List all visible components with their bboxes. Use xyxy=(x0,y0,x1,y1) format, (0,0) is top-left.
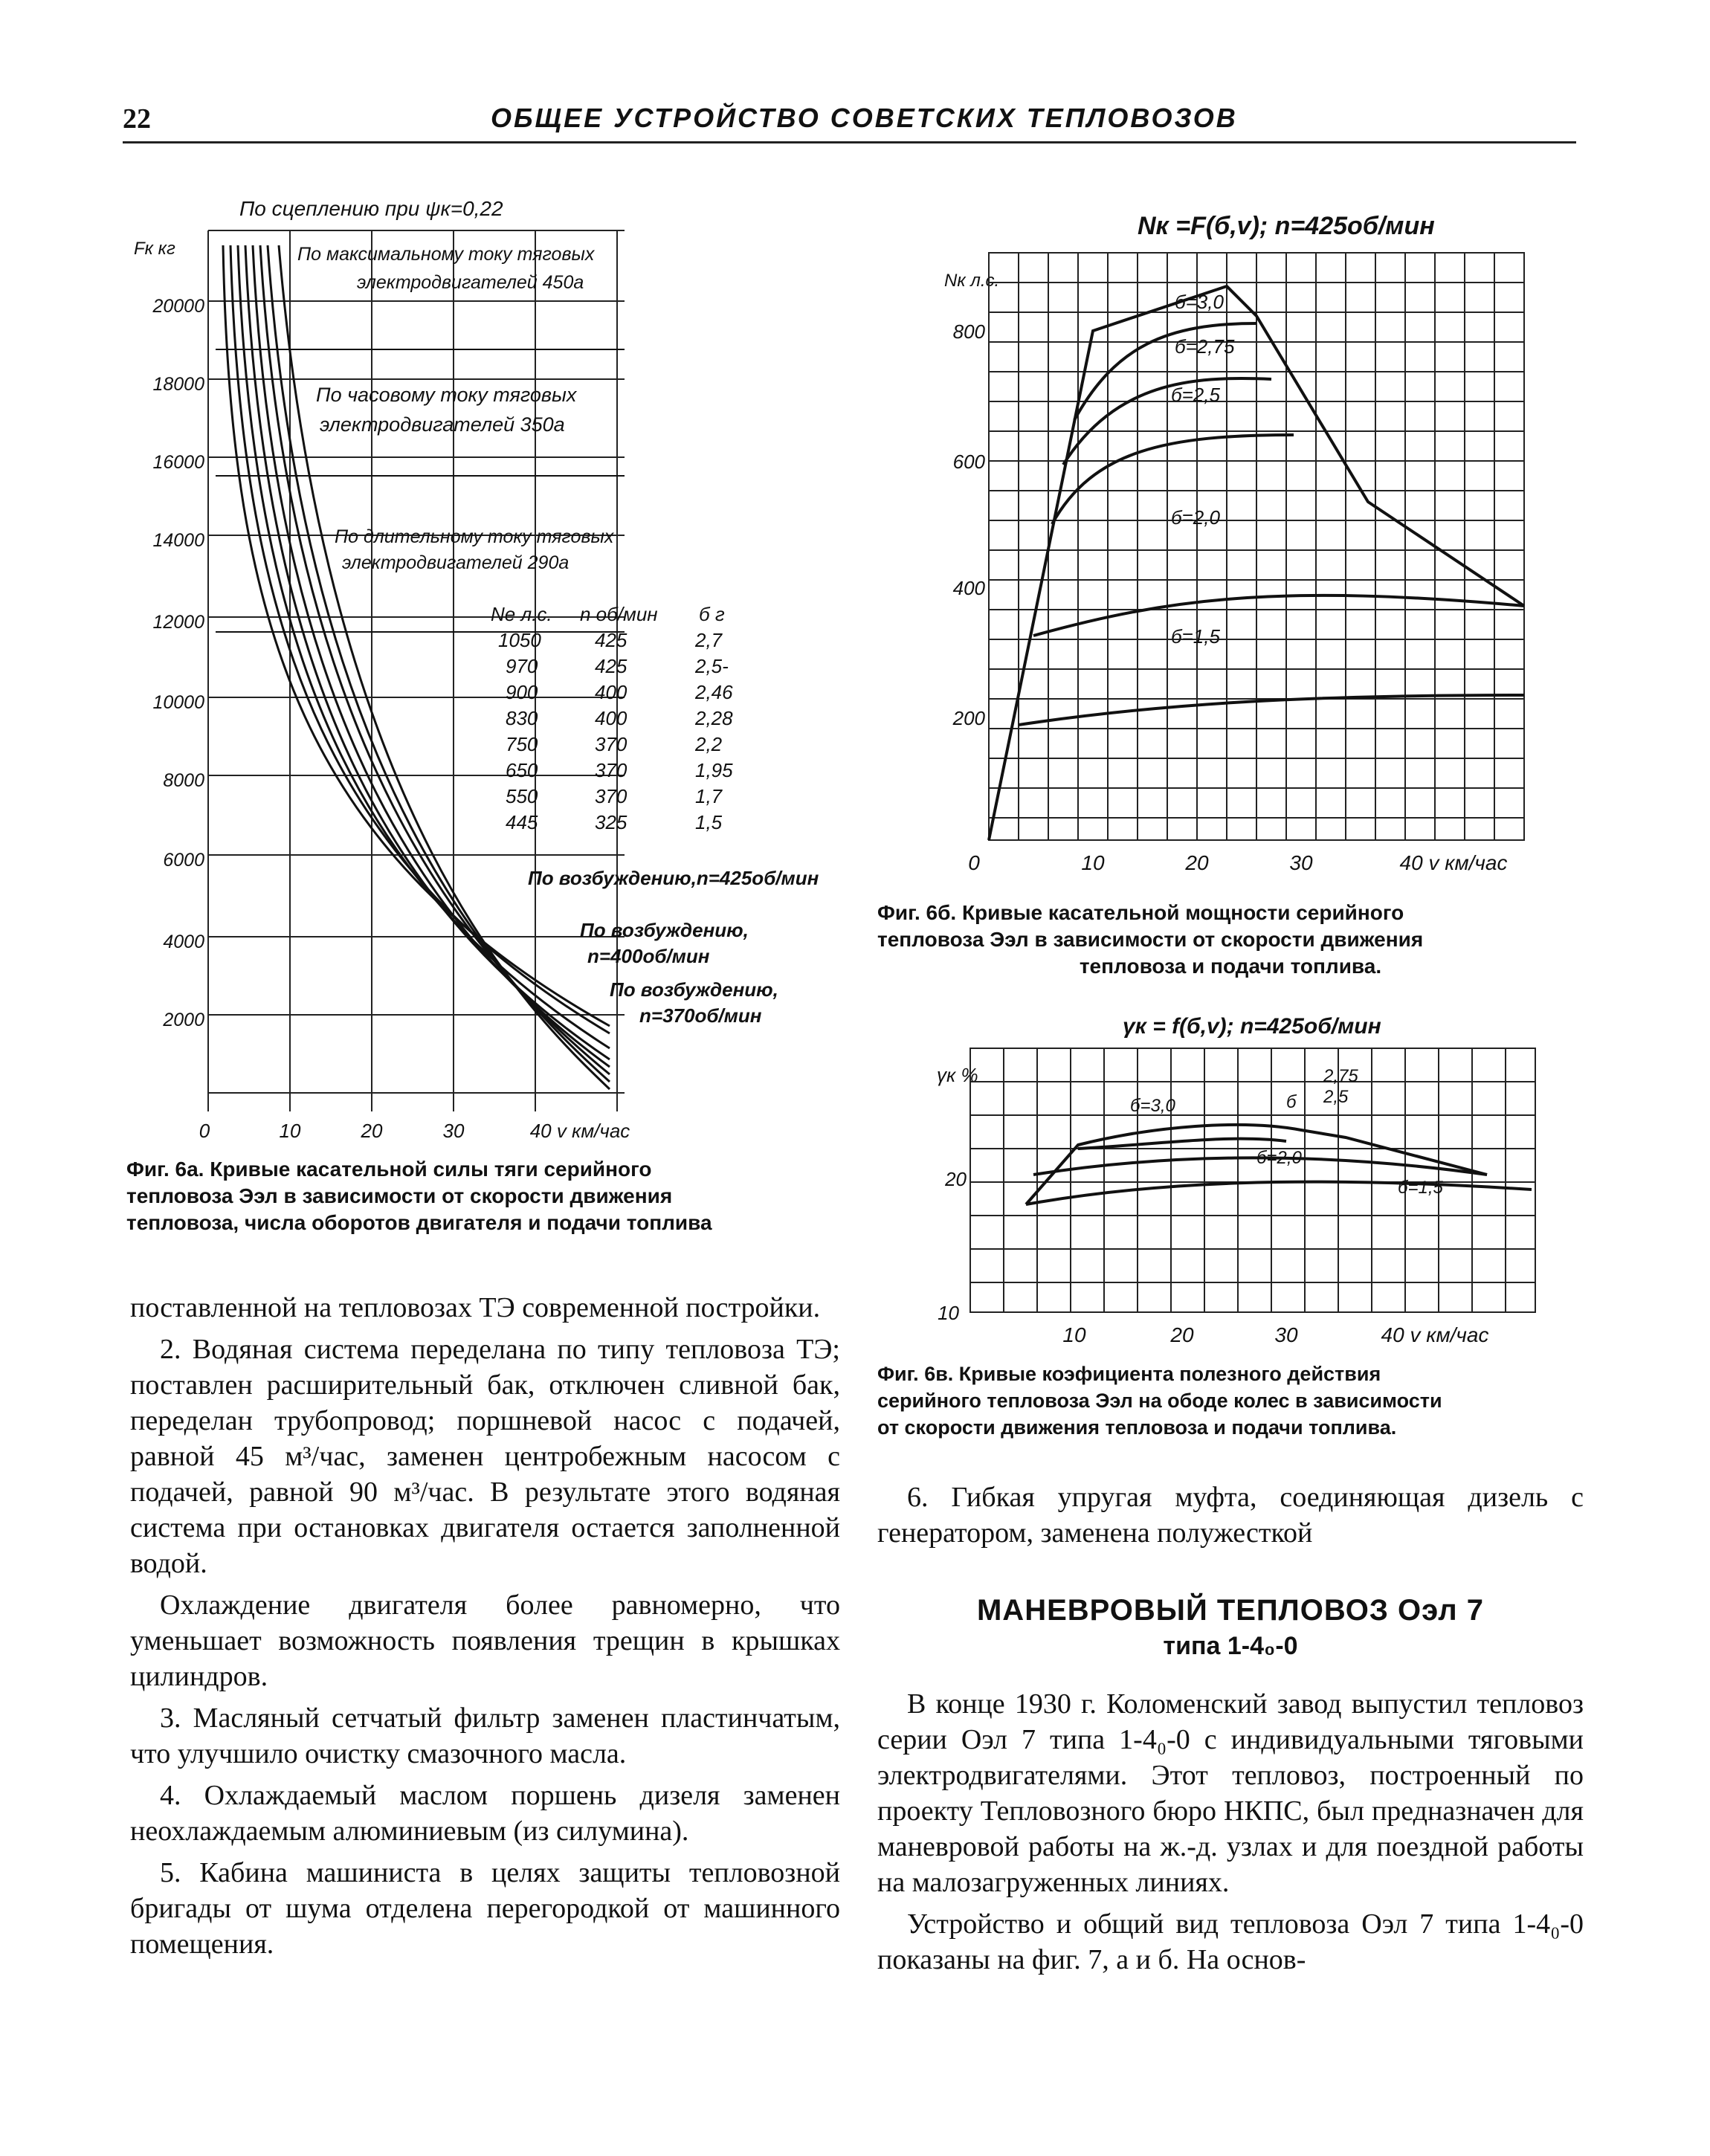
fig6a-table-cell: 425 xyxy=(595,629,627,651)
fig6a-table-cell: 650 xyxy=(506,759,538,781)
fig6a-table-cell: 2,28 xyxy=(695,707,733,729)
fig6a-table-cell: 445 xyxy=(506,811,538,833)
fig6a-y-tick: 20000 xyxy=(152,296,204,317)
figure-6a-caption xyxy=(126,1156,836,1236)
paragraph: Охлаждение двигателя более равномерно, что уменьшает возможность появления трещин в крышках цилиндров. xyxy=(130,1589,840,1692)
fig6a-ann-exc-370-1: По возбуждению, xyxy=(610,978,778,1001)
fig6c-x-tick: 20 xyxy=(1170,1323,1194,1346)
fig6b-y-tick: 400 xyxy=(952,577,985,599)
running-header-title: ОБЩЕЕ УСТРОЙСТВО СОВЕТСКИХ ТЕПЛОВОЗОВ xyxy=(491,103,1238,133)
left-column-text xyxy=(130,1290,840,1968)
fig6a-ann-hour-current-2: электродвигателей 350а xyxy=(320,413,565,436)
fig6a-table-cell: 370 xyxy=(595,733,627,755)
fig6c-curve-label: б=1,5 xyxy=(1398,1178,1443,1198)
figure-6b-caption xyxy=(877,900,1584,980)
paragraph: 4. Охлаждаемый маслом поршень дизеля заменен неохлаждаемым алюминиевым (из силумина). xyxy=(130,1780,840,1847)
fig6a-table-cell: 550 xyxy=(506,785,538,807)
fig6a-y-tick: 12000 xyxy=(152,612,204,633)
fig6a-curves xyxy=(216,245,625,1089)
caption-line: тепловоза Ээл в зависимости от скорости движения xyxy=(877,928,1424,951)
caption-line: от скорости движения тепловоза и подачи топлива. xyxy=(877,1416,1397,1439)
fig6b-y-tick: 800 xyxy=(952,320,985,343)
fig6a-y-tick: 6000 xyxy=(163,850,204,871)
fig6b-grid xyxy=(989,253,1524,840)
fig6a-x-tick: 30 xyxy=(442,1120,465,1142)
fig6a-y-tick: 14000 xyxy=(152,530,204,551)
fig6a-x-tick: 20 xyxy=(361,1120,383,1142)
caption-line: Фиг. 6б. Кривые касательной мощности серийного xyxy=(877,901,1404,924)
fig6b-y-tick: 600 xyxy=(952,451,985,473)
fig6a-table-cell: 1,95 xyxy=(695,759,733,781)
fig6a-table-cell: 2,2 xyxy=(695,733,723,755)
fig6a-table-cell: 325 xyxy=(595,811,627,833)
fig6a-ann-long-current-2: электродвигателей 290а xyxy=(342,552,570,573)
fig6a-y-label: Fк кг xyxy=(134,239,175,259)
page-number: 22 xyxy=(123,103,151,135)
fig6a-table-cell: 1,7 xyxy=(695,785,723,807)
fig6a-y-ticks xyxy=(152,296,204,1030)
fig6a-ann-max-current-1: По максимальному току тяговых xyxy=(297,244,595,265)
fig6a-ann-exc-400-1: По возбуждению, xyxy=(580,919,749,941)
section-heading: МАНЕВРОВЫЙ ТЕПЛОВОЗ Оэл 7 xyxy=(976,1594,1485,1627)
figure-6c-efficiency-chart xyxy=(929,1007,1546,1349)
fig6c-x-ticks xyxy=(1062,1323,1488,1346)
fig6a-table-header: Ne л.с. xyxy=(491,603,552,625)
fig6a-ann-exc-400-2: n=400об/мин xyxy=(587,945,710,967)
fig6a-table-cell: 2,5- xyxy=(695,655,729,677)
caption-line: тепловоза и подачи топлива. xyxy=(1079,955,1382,978)
fig6a-x-tick: 40 v км/час xyxy=(529,1120,630,1142)
fig6a-x-ticks xyxy=(199,1120,630,1142)
paragraph: В конце 1930 г. Коломенский завод выпустил тепловоз серии Оэл 7 типа 1-4₀-0 с индивидуальными тяговыми электродвигателями. Этот тепловоз, построенный по проекту Тепловозного бюро НКПС, был предназначен для маневровой работы на ж.-д. узлах и для поездной работы на малозагруженных линиях. xyxy=(877,1688,1584,1898)
fig6a-table-cell: 400 xyxy=(595,681,627,703)
fig6c-y-ticks xyxy=(938,1168,967,1324)
paragraph: 5. Кабина машиниста в целях защиты тепловозной бригады от шума отделена перегородкой от машинного помещения. xyxy=(130,1857,840,1960)
fig6c-x-tick: 40 v км/час xyxy=(1381,1323,1489,1346)
fig6b-curve-label: б=3,0 xyxy=(1175,291,1224,313)
fig6c-y-tick: 10 xyxy=(938,1302,959,1324)
figure-6b-power-chart xyxy=(944,212,1539,888)
fig6c-curve-label: б=2,0 xyxy=(1256,1148,1302,1168)
paragraph: 6. Гибкая упругая муфта, соединяющая дизель с генератором, заменена полужесткой xyxy=(877,1482,1584,1549)
fig6a-ann-long-current-1: По длительному току тяговых xyxy=(335,526,614,547)
paragraph: поставленной на тепловозах ТЭ современной постройки. xyxy=(130,1292,821,1323)
fig6a-y-tick: 16000 xyxy=(152,452,204,473)
fig6c-y-label: γк % xyxy=(937,1064,978,1086)
fig6b-x-tick: 0 xyxy=(968,851,980,874)
caption-line: Фиг. 6а. Кривые касательной силы тяги серийного xyxy=(126,1158,652,1181)
fig6a-table-cell: 400 xyxy=(595,707,627,729)
fig6c-grid xyxy=(970,1048,1535,1312)
paragraph: Устройство и общий вид тепловоза Оэл 7 типа 1-4₀-0 показаны на фиг. 7, а и б. На основ- xyxy=(877,1908,1584,1975)
fig6b-x-tick: 20 xyxy=(1185,851,1209,874)
fig6a-table-cell: 1050 xyxy=(498,629,541,651)
fig6c-curve-label: 2,5 xyxy=(1323,1087,1349,1107)
caption-line: тепловоза Ээл в зависимости от скорости движения xyxy=(126,1184,673,1207)
fig6b-y-label: Nк л.с. xyxy=(944,271,1000,291)
fig6c-x-tick: 30 xyxy=(1274,1323,1298,1346)
fig6a-table-cell: 370 xyxy=(595,759,627,781)
header-rule xyxy=(123,141,1576,143)
section-subheading: типа 1-4₀-0 xyxy=(1163,1632,1298,1660)
fig6b-x-ticks xyxy=(968,851,1507,874)
fig6c-curve-label: б=3,0 xyxy=(1130,1096,1175,1116)
fig6c-curve-label: б xyxy=(1286,1092,1297,1112)
fig6a-ann-exc-370-2: n=370об/мин xyxy=(639,1004,762,1027)
caption-line: серийного тепловоза Ээл на ободе колес в зависимости xyxy=(877,1390,1442,1412)
figure-6c-caption xyxy=(877,1361,1584,1441)
fig6c-curve-label: 2,75 xyxy=(1323,1066,1358,1086)
fig6b-y-ticks xyxy=(952,320,986,729)
fig6a-y-tick: 4000 xyxy=(163,932,204,952)
fig6a-ann-hour-current-1: По часовому току тяговых xyxy=(316,384,577,406)
fig6c-title: γк = f(б,v); n=425об/мин xyxy=(1123,1014,1381,1039)
fig6a-table-header: n об/мин xyxy=(580,603,658,625)
fig6a-y-tick: 18000 xyxy=(152,374,204,395)
fig6a-table-cell: 900 xyxy=(506,681,538,703)
fig6b-y-tick: 200 xyxy=(952,707,985,729)
caption-line: тепловоза, числа оборотов двигателя и подачи топлива xyxy=(126,1211,712,1234)
paragraph: 2. Водяная система переделана по типу тепловоза ТЭ; поставлен расширительный бак, отключен сливной бак, переделан трубопровод; поршневой насос с подачей, равной 45 м³/час, заменен центробежным насосом с подачей, равной 90 м³/час. В результате этого водяная система при остановках двигателя остается заполненной водой. xyxy=(130,1334,840,1579)
fig6c-y-tick: 20 xyxy=(945,1168,967,1190)
fig6a-x-tick: 0 xyxy=(199,1120,210,1142)
fig6a-table-cell: 425 xyxy=(595,655,627,677)
fig6a-table-cell: 830 xyxy=(506,707,538,729)
fig6a-param-table xyxy=(491,603,733,833)
paragraph: 3. Масляный сетчатый фильтр заменен пластинчатым, что улучшило очистку смазочного масла. xyxy=(130,1702,840,1769)
fig6c-x-tick: 10 xyxy=(1062,1323,1086,1346)
fig6b-curve-label: б=2,5 xyxy=(1171,384,1220,406)
fig6b-curve-labels xyxy=(1171,291,1235,648)
fig6a-ann-exc-425: По возбуждению,n=425об/мин xyxy=(528,867,819,889)
fig6b-title: Nк =F(б,v); n=425об/мин xyxy=(1138,212,1435,240)
fig6a-y-tick: 10000 xyxy=(152,692,204,713)
right-column-text xyxy=(877,1479,1584,1984)
fig6b-x-tick: 40 v км/час xyxy=(1399,851,1508,874)
fig6c-curve-labels xyxy=(1130,1066,1444,1198)
fig6a-table-cell: 2,46 xyxy=(695,681,733,703)
fig6b-curve-label: б=1,5 xyxy=(1171,625,1220,648)
fig6b-x-tick: 30 xyxy=(1289,851,1313,874)
fig6a-y-tick: 2000 xyxy=(163,1010,204,1030)
fig6a-x-tick: 10 xyxy=(279,1120,301,1142)
fig6a-table-cell: 2,7 xyxy=(695,629,723,651)
figure-6a-traction-force-chart xyxy=(112,186,870,1145)
fig6a-table-cell: 970 xyxy=(506,655,538,677)
fig6a-ann-adhesion: По сцеплению при ψк=0,22 xyxy=(239,197,503,220)
fig6a-table-cell: 1,5 xyxy=(695,811,723,833)
fig6a-y-tick: 8000 xyxy=(163,770,204,791)
fig6a-table-cell: 750 xyxy=(506,733,538,755)
fig6a-table-cell: 370 xyxy=(595,785,627,807)
fig6a-table-header: б г xyxy=(699,603,725,625)
fig6b-curve-label: б=2,75 xyxy=(1175,335,1235,358)
caption-line: Фиг. 6в. Кривые коэфициента полезного действия xyxy=(877,1363,1381,1385)
fig6b-x-tick: 10 xyxy=(1081,851,1105,874)
fig6b-curve-label: б=2,0 xyxy=(1171,506,1220,529)
fig6a-ann-max-current-2: электродвигателей 450а xyxy=(357,272,584,293)
